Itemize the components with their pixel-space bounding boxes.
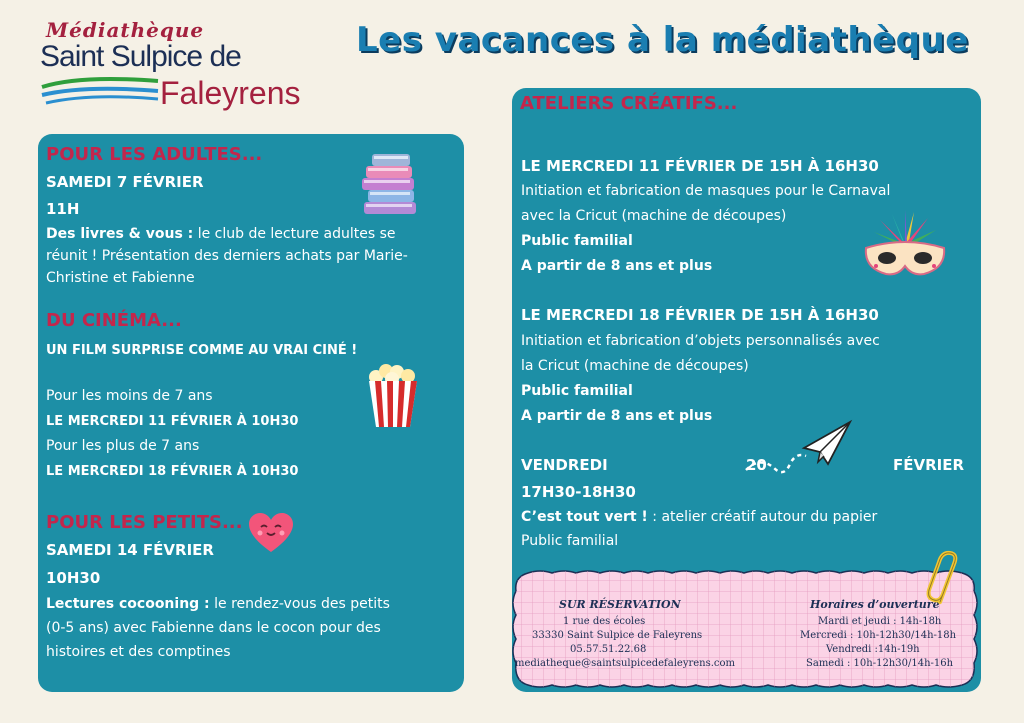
adults-description-line3: Christine et Fabienne: [46, 270, 195, 286]
kids-date: SAMEDI 14 FÉVRIER: [46, 541, 214, 559]
logo-town: Saint Sulpice de: [40, 40, 241, 73]
cinema-heading: DU CINÉMA...: [46, 310, 182, 331]
workshop3-public: Public familial: [521, 533, 619, 549]
workshop3-lead: C’est tout vert !: [521, 509, 648, 525]
cinema-line2: LE MERCREDI 11 FÉVRIER À 10H30: [46, 414, 299, 429]
kids-description-line2: (0-5 ans) avec Fabienne dans le cocon pour des: [46, 620, 381, 636]
workshop1-date: LE MERCREDI 11 FÉVRIER DE 15H À 16H30: [521, 157, 879, 175]
workshop3-time: 17H30-18H30: [521, 483, 636, 501]
adults-time: 11H: [46, 200, 80, 218]
books-stack-icon: [358, 150, 422, 216]
page-title: Les vacances à la médiathèque: [356, 20, 969, 60]
address-line1: 1 rue des écoles: [563, 616, 646, 627]
workshop2-age: A partir de 8 ans et plus: [521, 408, 713, 424]
paper-plane-icon: [744, 418, 854, 484]
adults-description-line2: réunit ! Présentation des derniers achats par Marie-: [46, 248, 408, 264]
reservation-title: SUR RÉSERVATION: [559, 598, 681, 611]
adults-heading: POUR LES ADULTES...: [46, 144, 263, 165]
logo-waves-icon: [40, 73, 160, 113]
smiling-heart-icon: [248, 512, 294, 554]
workshop3-day: VENDREDI: [521, 456, 608, 474]
popcorn-icon: [364, 363, 422, 429]
workshop1-public: Public familial: [521, 233, 633, 249]
kids-lead: Lectures cocooning :: [46, 596, 210, 612]
workshop2-date: LE MERCREDI 18 FÉVRIER DE 15H À 16H30: [521, 306, 879, 324]
adults-lead: Des livres & vous :: [46, 226, 194, 242]
kids-time: 10H30: [46, 569, 101, 587]
hours-fri: Vendredi :14h-19h: [826, 644, 920, 655]
workshop2-public: Public familial: [521, 383, 633, 399]
paperclip-icon: [924, 548, 958, 606]
hours-sat: Samedi : 10h-12h30/14h-16h: [806, 658, 954, 669]
kids-heading: POUR LES PETITS...: [46, 512, 243, 533]
reservation-card: [510, 569, 980, 689]
kids-description-line3: histoires et des comptines: [46, 644, 231, 660]
address-line2: 33330 Saint Sulpice de Faleyrens: [532, 630, 703, 641]
cinema-line3: Pour les plus de 7 ans: [46, 438, 200, 454]
hours-title: Horaires d’ouverture: [810, 598, 940, 611]
logo-mediatheque: Médiathèque: [46, 18, 205, 42]
email-address[interactable]: mediatheque@saintsulpicedefaleyrens.com: [515, 658, 736, 669]
cinema-subtitle: UN FILM SURPRISE COMME AU VRAI CINÉ !: [46, 343, 358, 358]
workshop3-day-number: 20: [746, 456, 767, 474]
kids-description-line1: Lectures cocooning : le rendez-vous des petits: [46, 596, 390, 612]
workshop3-month: FÉVRIER: [893, 456, 965, 474]
logo-faleyrens: Faleyrens: [160, 75, 301, 111]
adults-description-line1: Des livres & vous : le club de lecture adultes se: [46, 226, 396, 242]
phone-number: 05.57.51.22.68: [570, 644, 647, 655]
cinema-line4: LE MERCREDI 18 FÉVRIER À 10H30: [46, 464, 299, 479]
workshop2-text2: la Cricut (machine de découpes): [521, 358, 749, 374]
workshop1-text1: Initiation et fabrication de masques pour le Carnaval: [521, 183, 891, 199]
carnival-mask-icon: [862, 210, 948, 282]
adults-date: SAMEDI 7 FÉVRIER: [46, 173, 204, 191]
workshop3-text: C’est tout vert ! : atelier créatif autour du papier: [521, 509, 878, 525]
workshop1-text2: avec la Cricut (machine de découpes): [521, 208, 787, 224]
workshops-heading: ATELIERS CRÉATIFS...: [520, 93, 738, 114]
logo: [40, 18, 310, 113]
workshop1-age: A partir de 8 ans et plus: [521, 258, 713, 274]
hours-wed: Mercredi : 10h-12h30/14h-18h: [800, 630, 957, 641]
workshop2-text1: Initiation et fabrication d’objets personnalisés avec: [521, 333, 880, 349]
hours-tue-thu: Mardi et jeudi : 14h-18h: [818, 616, 942, 627]
cinema-line1: Pour les moins de 7 ans: [46, 388, 213, 404]
